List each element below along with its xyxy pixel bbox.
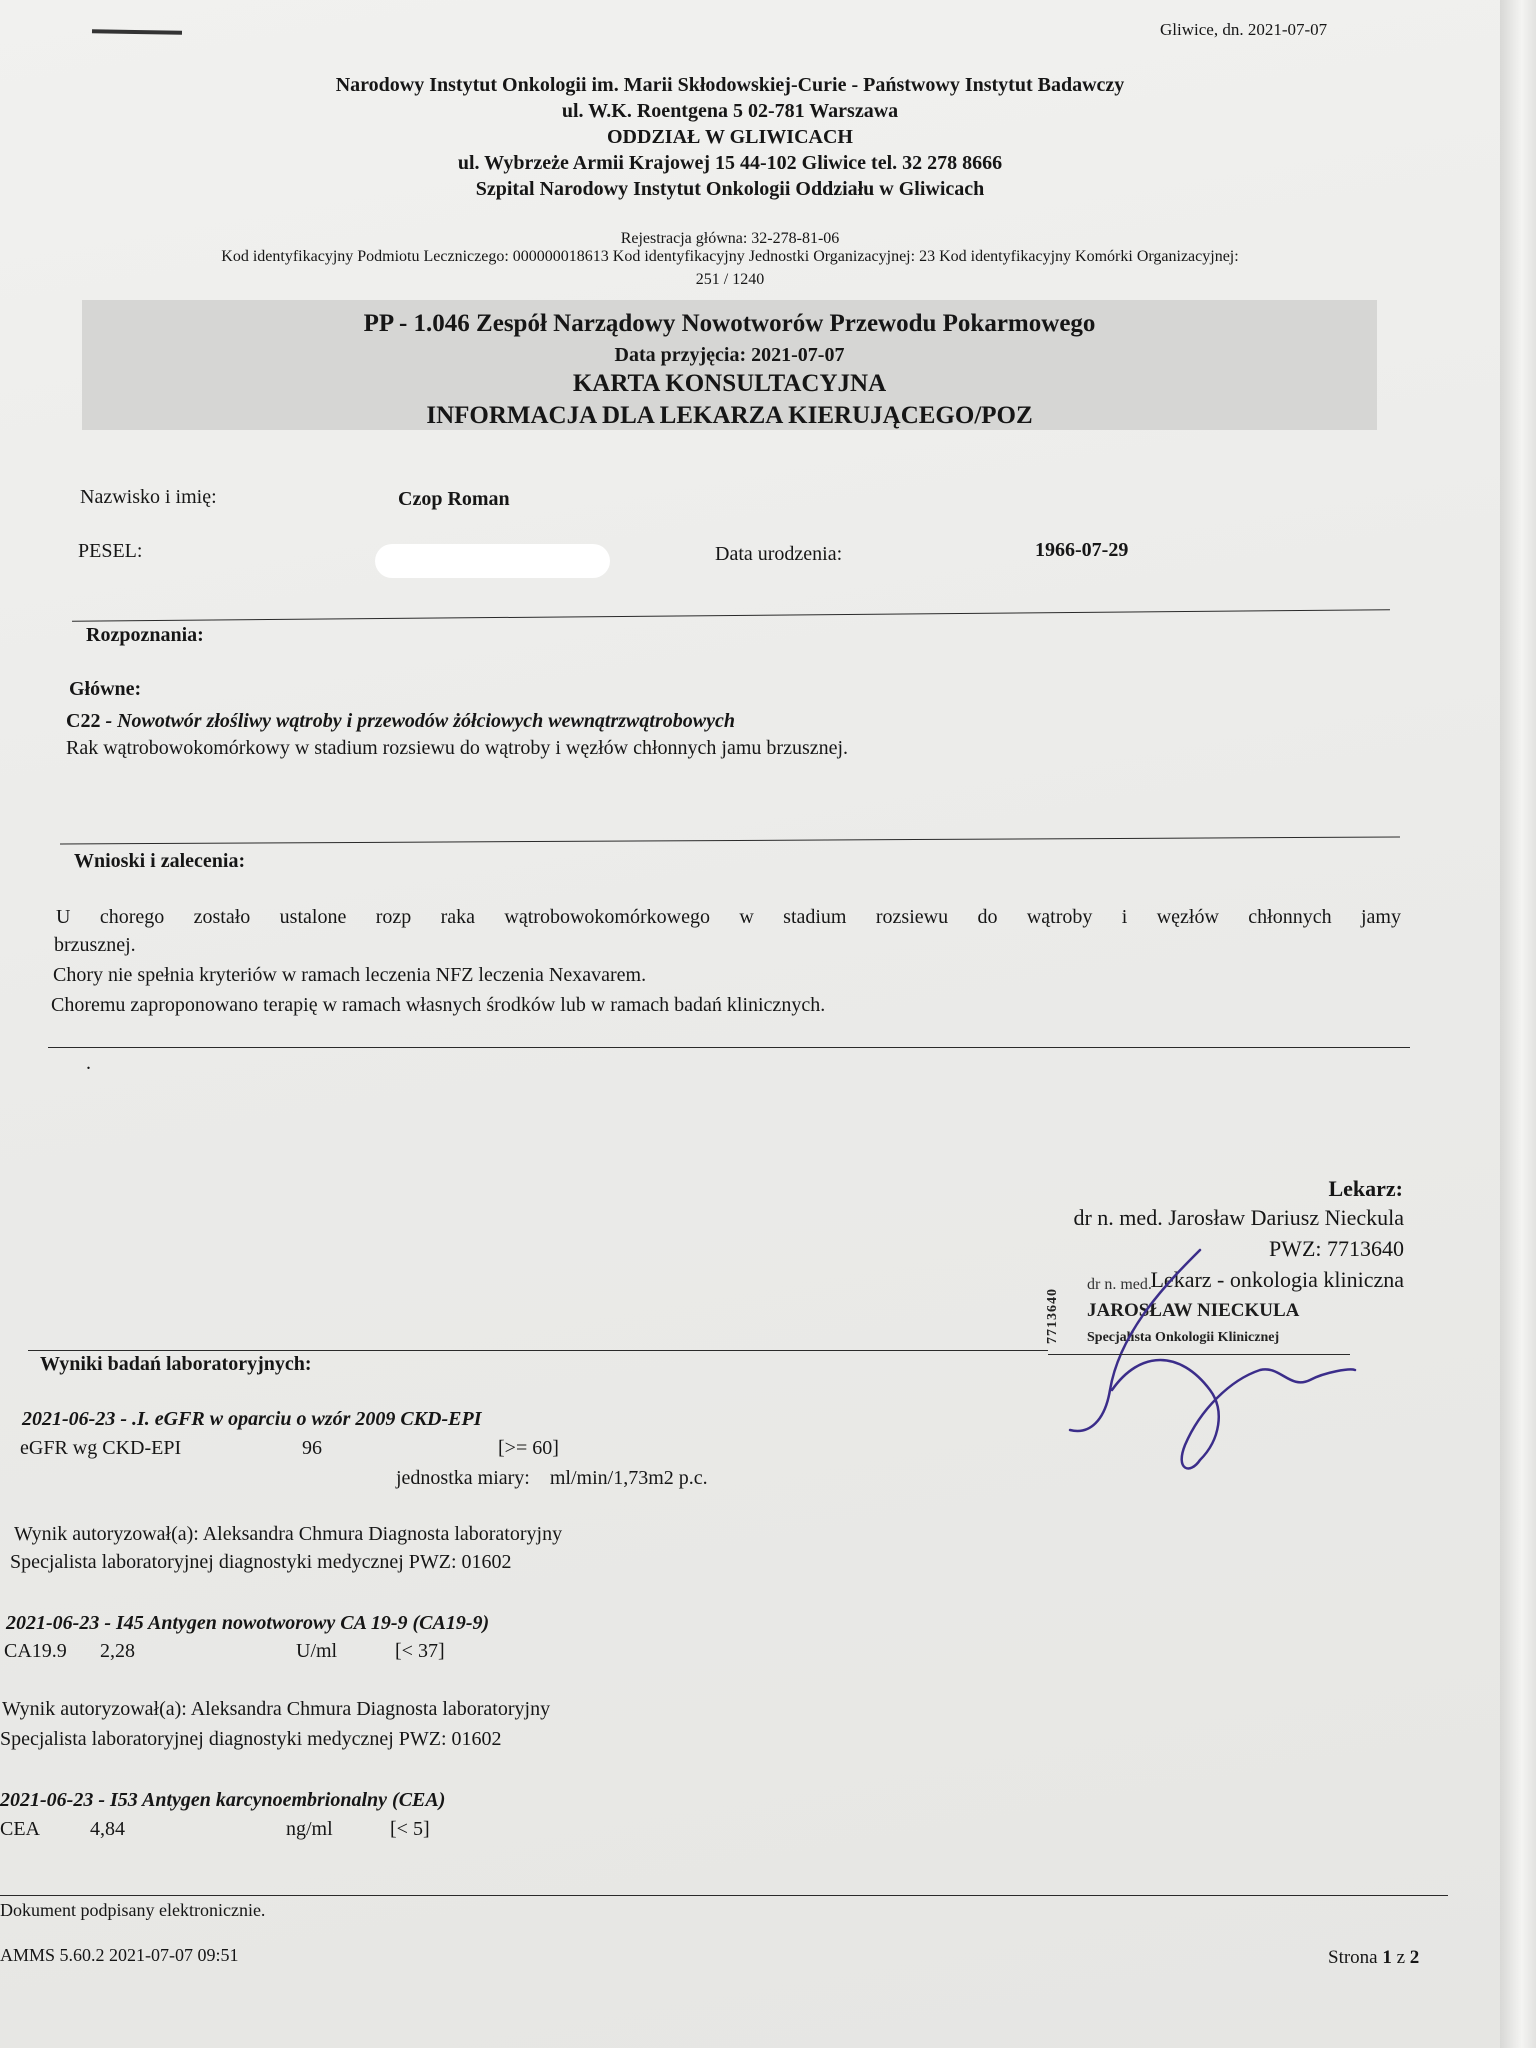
- branch-address-line: ul. Wybrzeże Armii Krajowej 15 44-102 Gliwice tel. 32 278 8666: [457, 152, 1003, 174]
- codes-line: Kod identyfikacyjny Podmiotu Leczniczego: 000000018613 Kod identyfikacyjny Jednostki Organizacyjnej: 23 Kod identyfikacyjny Komórki Organizacyjnej:: [221, 248, 1239, 265]
- divider: [1048, 1354, 1350, 1355]
- stamp-title: dr n. med.: [1087, 1276, 1152, 1293]
- diagnosis-code: C22: [66, 710, 101, 732]
- doctor-name: dr n. med. Jarosław Dariusz Nieckula: [1073, 1205, 1404, 1230]
- lab-test-range: [< 37]: [395, 1640, 445, 1662]
- page-number: [1328, 1947, 1419, 1969]
- doctor-signature: [1050, 1240, 1380, 1480]
- doctor-pwz: PWZ: 7713640: [1268, 1236, 1404, 1261]
- divider: [0, 1895, 1448, 1896]
- divider: [60, 836, 1400, 844]
- footer-signed: Dokument podpisany elektronicznie.: [0, 1900, 266, 1920]
- diagnosis-code-line: [66, 710, 735, 733]
- conclusions-section-label: Wnioski i zalecenia:: [74, 850, 246, 872]
- pesel-label: PESEL:: [78, 540, 143, 562]
- lab-test-range: [>= 60]: [498, 1437, 559, 1459]
- diagnosis-section-label: Rozpoznania:: [86, 624, 204, 646]
- dob-value: 1966-07-29: [1035, 539, 1129, 561]
- hospital-line: Szpital Narodowy Instytut Onkologii Oddziału w Gliwicach: [475, 178, 985, 200]
- pesel-redaction: [375, 544, 610, 578]
- lab-test-unit: ng/ml: [286, 1818, 333, 1840]
- lab-test-name: CA19.9: [4, 1640, 67, 1662]
- stamp-number: 7713640: [1045, 1288, 1060, 1344]
- lab-test-value: 4,84: [90, 1818, 125, 1840]
- lab-test-value: 2,28: [100, 1640, 135, 1662]
- conclusion-line-2: brzusznej.: [54, 934, 136, 956]
- lab-auth-line: Specjalista laboratoryjnej diagnostyki medycznej PWZ: 01602: [0, 1728, 502, 1750]
- name-label: Nazwisko i imię:: [80, 486, 217, 508]
- lab-test-unit-line: jednostka miary: ml/min/1,73m2 p.c.: [396, 1467, 708, 1489]
- lab-auth-line: Specjalista laboratoryjnej diagnostyki medycznej PWZ: 01602: [10, 1551, 512, 1573]
- registration-line: Rejestracja główna: 32-278-81-06: [620, 230, 840, 247]
- lab-test-range: [< 5]: [390, 1818, 430, 1840]
- diagnosis-text: Rak wątrobowokomórkowy w stadium rozsiewu do wątroby i węzłów chłonnych jamu brzusznej.: [66, 737, 849, 759]
- place-date: Gliwice, dn. 2021-07-07: [1160, 20, 1328, 39]
- name-value: Czop Roman: [398, 488, 510, 510]
- divider: [28, 1350, 1048, 1351]
- lab-test-name: CEA: [0, 1818, 40, 1840]
- card-title: KARTA KONSULTACYJNA: [572, 370, 887, 397]
- page-total: 2: [1409, 1947, 1420, 1968]
- paper-edge: [1500, 0, 1536, 2048]
- lab-test-unit: U/ml: [296, 1640, 338, 1662]
- doctor-specialty: Lekarz - onkologia kliniczna: [1150, 1267, 1404, 1292]
- conclusion-line-3: Chory nie spełnia kryteriów w ramach leczenia NFZ leczenia Nexavarem.: [53, 964, 647, 986]
- doctor-label: Lekarz:: [1328, 1176, 1403, 1201]
- pen-mark: [92, 29, 182, 35]
- address-line: ul. W.K. Roentgena 5 02-781 Warszawa: [561, 100, 899, 122]
- branch-line: ODDZIAŁ W GLIWICACH: [607, 126, 853, 148]
- lab-test-header: 2021-06-23 - I53 Antygen karcynoembrionalny (CEA): [0, 1789, 446, 1811]
- lab-test-header: 2021-06-23 - .I. eGFR w oparciu o wzór 2009 CKD-EPI: [22, 1408, 482, 1430]
- footer-system: AMMS 5.60.2 2021-07-07 09:51: [0, 1945, 239, 1965]
- lab-test-value: 96: [302, 1437, 322, 1459]
- lab-auth-line: Wynik autoryzował(a): Aleksandra Chmura Diagnosta laboratoryjny: [2, 1698, 551, 1720]
- page-current: 1: [1382, 1947, 1392, 1968]
- stamp-name: JAROSŁAW NIECKULA: [1087, 1300, 1300, 1321]
- conclusion-line-4: Choremu zaproponowano terapię w ramach własnych środków lub w ramach badań klinicznych.: [51, 994, 826, 1016]
- lab-test-header: 2021-06-23 - I45 Antygen nowotworowy CA 19-9 (CA19-9): [6, 1612, 490, 1634]
- divider: [48, 1047, 1410, 1048]
- diagnosis-code-desc: - Nowotwór złośliwy wątroby i przewodów żółciowych wewnątrzwątrobowych: [100, 710, 735, 732]
- stamp-spec: Specjalista Onkologii Klinicznej: [1087, 1330, 1280, 1345]
- dob-label: Data urodzenia:: [715, 543, 843, 565]
- conclusion-line-1: U chorego zostało ustalone rozp raka wątrobowokomórkowego w stadium rozsiewu do wątroby i węzłów chłonnych jamy: [56, 906, 1401, 928]
- codes-line-2: 251 / 1240: [695, 271, 765, 288]
- admission-date: Data przyjęcia: 2021-07-07: [614, 344, 845, 366]
- lab-auth-line: Wynik autoryzował(a): Aleksandra Chmura Diagnosta laboratoryjny: [14, 1523, 563, 1545]
- unit-title: PP - 1.046 Zespół Narządowy Nowotworów Przewodu Pokarmowego: [363, 310, 1096, 337]
- page-prefix: Strona: [1328, 1947, 1383, 1968]
- diagnosis-main-label: Główne:: [69, 678, 142, 700]
- lab-section-label: Wyniki badań laboratoryjnych:: [40, 1353, 312, 1375]
- lab-test-name: eGFR wg CKD-EPI: [20, 1437, 182, 1459]
- page-sep: z: [1391, 1947, 1410, 1968]
- card-subtitle: INFORMACJA DLA LEKARZA KIERUJĄCEGO/POZ: [426, 402, 1033, 429]
- divider: [72, 609, 1390, 622]
- stray-dot: .: [86, 1052, 91, 1074]
- institute-line: Narodowy Instytut Onkologii im. Marii Skłodowskiej-Curie - Państwowy Instytut Badawczy: [335, 74, 1125, 96]
